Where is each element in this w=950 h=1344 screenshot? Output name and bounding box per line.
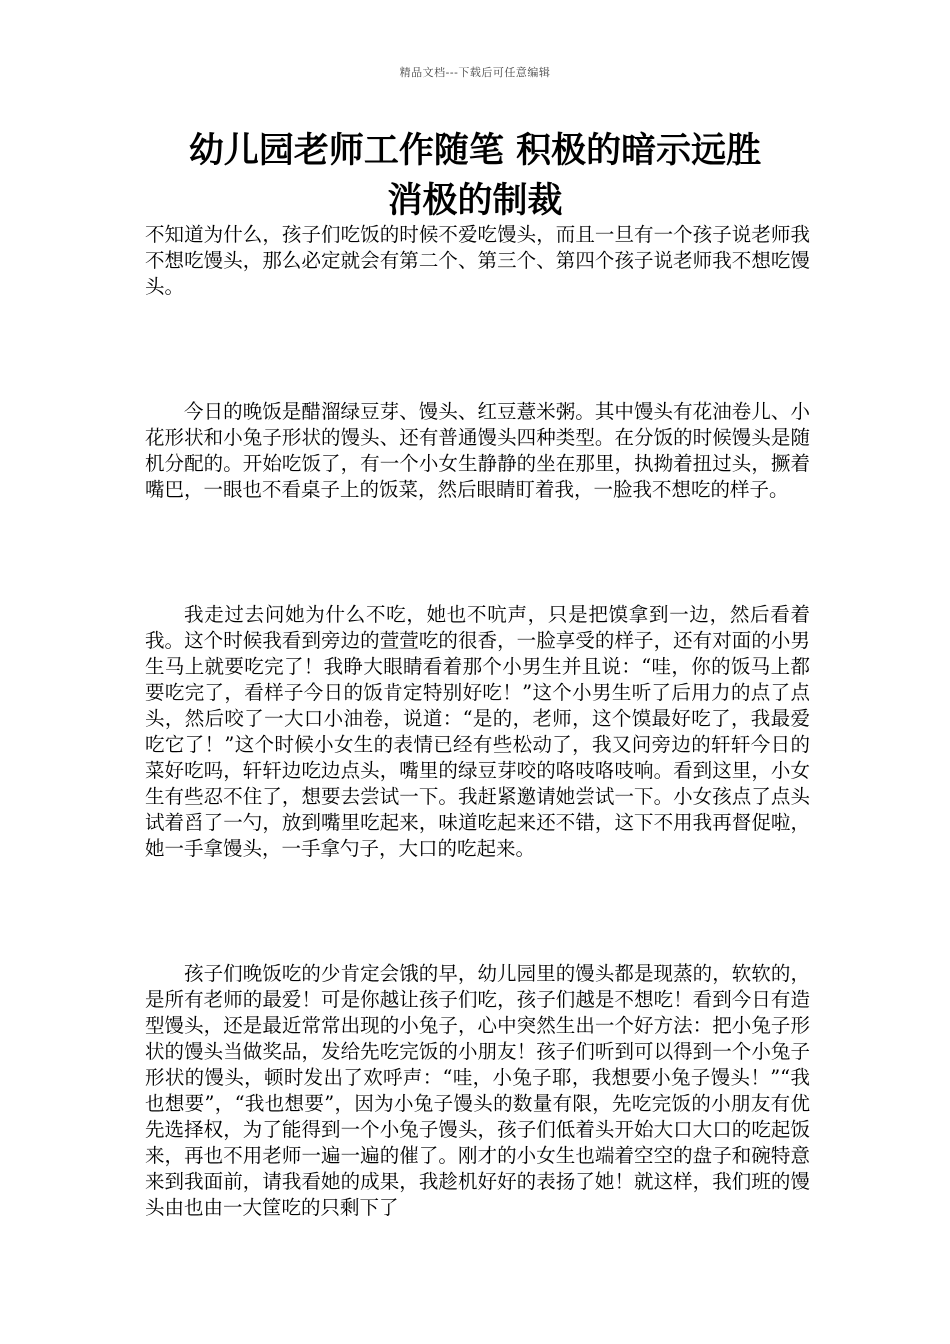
paragraph-4: 孩子们晚饭吃的少肯定会饿的早，幼儿园里的馒头都是现蒸的，软软的，是所有老师的最爱！可是你越让孩子们吃，孩子们越是不想吃！看到今日有造型馒头，还是最近常常出现的小兔子，心中突然生出一个好方法：把小兔子形状的馒头当做奖品，发给先吃完饭的小朋友！孩子们听到可以得到一个小兔子形状的馒头，顿时发出了欢呼声：“哇，小兔子耶，我想要小兔子馒头！”“我也想要”，“我也想要”，因为小兔子馒头的数量有限，先吃完饭的小朋友有优先选择权，为了能得到一个小兔子馒头，孩子们低着头开始大口大口的吃起饭来，再也不用老师一遍一遍的催了。刚才的小女生也端着空空的盘子和碗特意来到我面前，请我看她的成果，我趁机好好的表扬了她！就这样，我们班的馒头由也由一大筐吃的只剩下了 [145, 962, 810, 1219]
paragraph-gap [145, 862, 810, 961]
title-line-2: 消极的制裁 [387, 180, 563, 221]
paragraph-gap [145, 300, 810, 399]
paragraph-1: 不知道为什么，孩子们吃饭的时候不爱吃馒头，而且一旦有一个孩子说老师我不想吃馒头，那么必定就会有第二个、第三个、第四个孩子说老师我不想吃馒头。 [145, 223, 810, 298]
document-title [140, 126, 810, 226]
paragraph-3: 我走过去问她为什么不吃，她也不吭声，只是把馍拿到一边，然后看着我。这个时候我看到旁边的萱萱吃的很香，一脸享受的样子，还有对面的小男生马上就要吃完了！我睁大眼睛看着那个小男生并且说：“哇，你的饭马上都要吃完了，看样子今日的饭肯定特别好吃！”这个小男生听了后用力的点了点头，然后咬了一大口小油卷，说道：“是的，老师，这个馍最好吃了，我最爱吃它了！”这个时候小女生的表情已经有些松动了，我又问旁边的轩轩今日的菜好吃吗，轩轩边吃边点头，嘴里的绿豆芽咬的咯吱咯吱响。看到这里，小女生有些忍不住了，想要去尝试一下。我赶紧邀请她尝试一下。小女孩点了点头试着舀了一勺，放到嘴里吃起来，味道吃起来还不错，这下不用我再督促啦，她一手拿馒头，一手拿勺子，大口的吃起来。 [145, 603, 810, 860]
paragraph-gap [145, 503, 810, 602]
paragraph-2: 今日的晚饭是醋溜绿豆芽、馒头、红豆薏米粥。其中馒头有花油卷儿、小花形状和小兔子形状的馒头、还有普通馒头四种类型。在分饭的时候馒头是随机分配的。开始吃饭了，有一个小女生静静的坐在那里，执拗着扭过头，撅着嘴巴，一眼也不看桌子上的饭菜，然后眼睛盯着我，一脸我不想吃的样子。 [145, 400, 810, 501]
document-body [145, 222, 810, 1221]
title-line-1: 幼儿园老师工作随笔 积极的暗示远胜 [188, 130, 762, 171]
header-note: 精品文档---下载后可任意编辑 [399, 66, 551, 79]
